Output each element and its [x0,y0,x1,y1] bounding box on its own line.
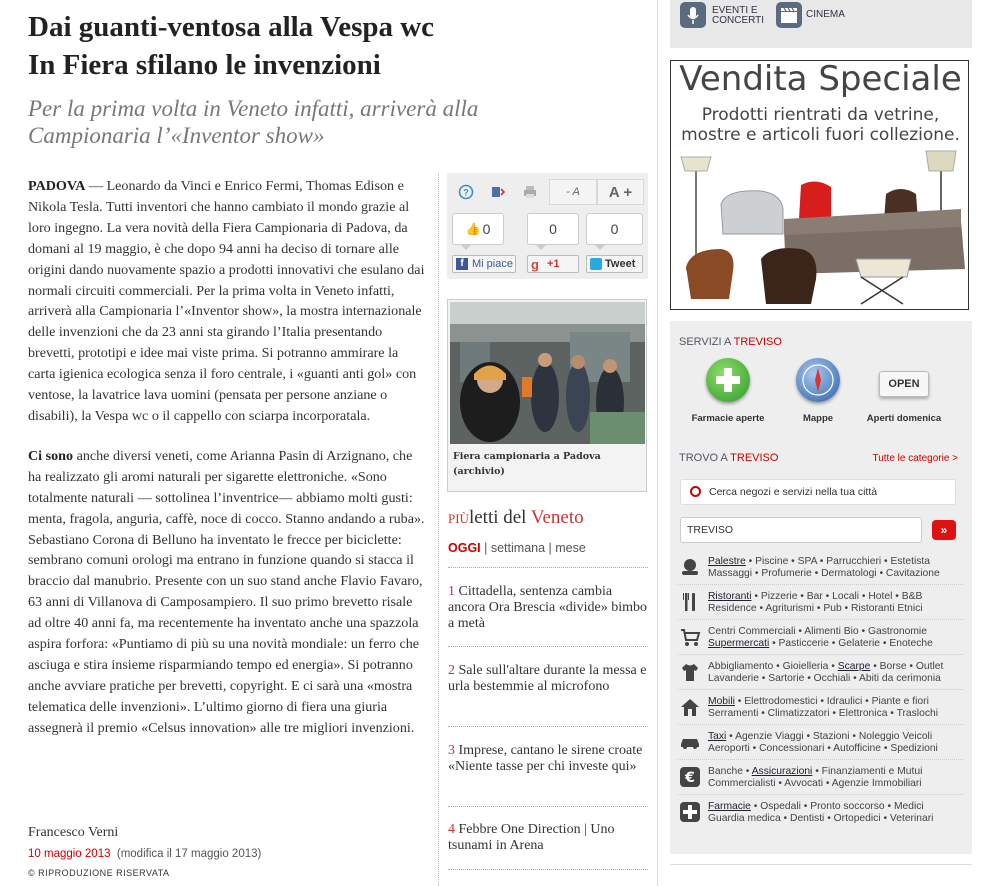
cat-under[interactable]: Scarpe [837,661,871,672]
ad-subtitle [671,105,969,145]
services-panel [670,321,972,442]
modified-date: (modifica il 17 maggio 2013) [116,848,262,860]
title-line-2: In Fiera sfilano le invenzioni [28,49,381,81]
title-line-1: Dai guanti-ventosa alla Vespa wc [28,11,435,43]
cat-rest[interactable]: • Pizzerie • Bar • Locali • Hotel • B&B Residence • Agriturismi • Pub • Ristoranti Etnici [708,591,923,614]
most-read-prefix: PIÙ [448,511,469,526]
open-sign-icon[interactable]: OPEN [879,371,929,397]
cat-rest[interactable]: • Finanziamenti e Mutui Commercialisti • Avvocati • Agenzie Immobiliari [708,766,923,789]
tweet-button[interactable] [586,255,643,273]
all-categories-link[interactable]: Tutte le categorie > [872,453,958,464]
furniture-image [671,149,969,310]
most-read-widget [448,507,648,555]
item-number: 3 [448,743,455,758]
item-number: 2 [448,663,455,678]
tshirt-icon [678,660,702,684]
facebook-like-button[interactable] [452,255,516,273]
most-read-item[interactable] [448,822,648,854]
cat-main[interactable]: Banche • [708,766,752,777]
tab-month[interactable]: mese [555,541,586,555]
divider [678,689,963,690]
thumbs-up-icon: 👍 [465,222,481,236]
copyright-notice: © RIPRODUZIONE RISERVATA [28,868,170,878]
category-shopping[interactable] [708,626,963,650]
subtitle-line-1: Per la prima volta in Veneto infatti, arriverà alla [28,96,479,121]
svg-text:?: ? [463,187,469,198]
item-title[interactable]: Sale sull'altare durante la messa e urla bestemmie al microfono [448,663,647,694]
author-name: Francesco Verni [28,825,119,840]
dateline-city: PADOVA [28,178,86,194]
item-title[interactable]: Cittadella, sentenza cambia ancora Ora Brescia «divide» bimbo a metà [448,584,648,631]
spa-icon [678,555,702,579]
services-label: SERVIZI A [679,336,734,348]
divider [448,806,648,807]
gplus-label: +1 [546,258,560,270]
item-title[interactable]: Febbre One Direction | Uno tsunami in Arena [448,822,615,853]
paragraph-2-lead: Ci sono [28,447,74,464]
house-icon [678,695,702,719]
twitter-icon [590,258,602,270]
most-read-heading [448,507,648,529]
divider [678,584,963,585]
directory-search-input[interactable] [680,479,956,505]
article-title [28,8,648,84]
go-button[interactable]: » [932,520,956,540]
divider [448,869,648,870]
cat-rest[interactable]: • Ospedali • Pronto soccorso • Medici Guardia medica • Dentisti • Ortopedici • Veterinari [708,801,934,824]
events-line-2: CONCERTI [712,15,765,26]
divider [678,619,963,620]
nav-cinema[interactable]: CINEMA [806,9,845,20]
gplus-button[interactable] [527,255,579,273]
directory-label: TROVO A [679,452,731,464]
like-count: 0 [482,221,491,237]
column-divider [438,173,439,886]
cat-main[interactable]: Mobili [708,696,735,707]
divider [448,567,648,568]
facebook-like-label: Mi piace [472,258,513,270]
cat-main[interactable]: Centri Commerciali • Alimenti Bio • Gastronomie [708,626,927,637]
publish-date: 10 maggio 2013 [28,848,111,860]
service-pharmacy[interactable]: Farmacie aperte [691,413,765,424]
ad-title: Vendita Speciale [679,60,962,99]
publish-info [28,848,261,860]
category-home[interactable] [708,696,963,720]
city-input[interactable]: TREVISO [680,517,922,543]
divider [678,759,963,760]
print-icon[interactable] [515,179,545,205]
divider [678,724,963,725]
category-food[interactable] [708,591,963,615]
category-fashion[interactable] [708,661,963,685]
cutlery-icon [678,590,702,614]
nav-events[interactable] [712,6,764,26]
most-read-mid: letti del [468,507,531,528]
article-subtitle [28,95,628,149]
tab-week[interactable]: settimana [490,541,546,555]
article-tools [447,173,648,279]
item-number: 1 [448,584,455,599]
cat-main[interactable]: Palestre [708,556,746,567]
ad-line-2: mostre e articoli fuori collezione. [681,125,960,145]
article-body [28,176,428,758]
facebook-icon: f [456,258,468,270]
font-smaller-button[interactable]: - A [549,179,597,205]
ad-banner[interactable] [670,60,969,310]
category-finance[interactable] [708,766,963,790]
paragraph-2 [28,446,428,739]
divider [678,794,963,795]
cat-under[interactable]: Supermercati [708,638,770,649]
divider [448,646,648,647]
cat-rest[interactable]: • Elettrodomestici • Idraulici • Piante e fiori Serramenti • Climatizzatori • Elettronica • Traslochi [708,696,938,719]
tweet-count: 0 [586,213,643,245]
help-icon[interactable] [451,179,481,205]
subtitle-line-2: Campionaria l’«Inventor show» [28,123,325,148]
cat-rest[interactable]: • Pasticcerie • Gelaterie • Enoteche [769,638,933,649]
cat-rest[interactable]: • Borse • Outlet Lavanderie • Sartorie • Occhiali • Abiti da cerimonia [708,661,944,684]
pharmacy-icon[interactable] [706,358,750,402]
search-placeholder: Cerca negozi e servizi nella tua città [709,486,878,498]
divider [670,864,972,865]
euro-icon [678,765,702,789]
cat-main[interactable]: Taxi [708,731,727,742]
most-read-tabs: OGGI | settimana | mese [448,541,586,555]
top-nav [670,0,972,48]
microphone-icon[interactable] [680,2,706,28]
services-city: TREVISO [733,336,782,348]
medical-cross-icon [678,800,702,824]
tab-today[interactable]: OGGI [448,541,481,555]
font-larger-button[interactable]: A + [597,179,644,205]
most-read-item[interactable] [448,584,648,632]
cat-main[interactable]: Ristoranti [708,591,752,602]
svg-text:€: € [685,770,695,786]
clapperboard-icon[interactable] [776,2,802,28]
audio-icon[interactable] [483,179,513,205]
cat-rest[interactable]: • Agenzie Viaggi • Stazioni • Noleggio Veicoli Aeroporti • Concessionari • Autofficine • Spedizioni [708,731,938,754]
paragraph-1 [28,176,428,427]
facebook-count [452,213,504,245]
cat-main[interactable]: Farmacie [708,801,751,812]
gplus-icon: g [531,256,539,272]
tweet-label: Tweet [605,258,636,270]
directory-panel [670,442,972,854]
services-heading [679,336,782,348]
category-wellness[interactable] [708,556,963,580]
car-icon [678,730,702,754]
photo-image[interactable] [450,302,645,444]
category-transport[interactable] [708,731,963,755]
most-read-item[interactable] [448,663,648,695]
gplus-count: 0 [527,213,579,245]
cart-icon [678,625,702,649]
cat-rest[interactable]: • Piscine • SPA • Parrucchieri • Estetista Massaggi • Profumerie • Dermatologi • Cavitazione [708,556,940,579]
compass-icon[interactable] [796,358,840,402]
service-maps[interactable]: Mappe [802,413,834,424]
photo-caption: Fiera campionaria a Padova (archivio) [453,451,601,477]
item-title[interactable]: Imprese, cantano le sirene croate «Niente tasse per chi investe qui» [448,743,643,774]
item-number: 4 [448,822,455,837]
category-health[interactable] [708,801,963,825]
paragraph-1-text: — Leonardo da Vinci e Enrico Fermi, Thomas Edison e Nikola Tesla. Tutti inventori che hanno cambiato il mondo grazie al loro ingegno. La vera novità della Fiera Campionaria di Padova, da domani al 19 maggio, è che dopo 94 anni ha deciso di tornare alle origini dando nuovamente spazio a prodotti innovativi che esulano dai normali circuiti commerciali. Per la prima volta in Veneto infatti, arriverà alla Campionaria l’«Inventor show», la mostra internazionale delle invenzioni che da 23 anni sta girando l’Italia presentando brevetti, prototipi e idee mai viste prima. Si potranno ammirare la carta igienica ecologica senza il foro centrale, i «guanti anti gol» con ventose, la lavatrice lava uomini (pensata per persone anziane o disabili), la Vespa wc o il cappello con sciarpa incorporatala. [28,178,425,424]
service-sunday[interactable]: Aperti domenica [866,413,942,424]
most-read-item[interactable] [448,743,648,775]
cat-under[interactable]: Assicurazioni [751,766,813,777]
paragraph-2-text: anche diversi veneti, come Arianna Pasin di Arzignano, che ha realizzato gli aromi naturali per sigarette elettroniche. «Sono totalmente naturali — sottolinea l’inventrice— abbiamo molti gusti: menta, fragola, anguria, caffè, noce di cocco. Stanno andando a ruba». Sebastiano Corona di Belluno ha inventato le frecce per biciclette: sembrano comuni orologi ma entrano in funzione quando si stacca il braccio dal manubrio. Presente con un suo stand anche Flavio Favaro, 63 anni di Villanova di Camposampiero. Il suo primo brevetto risale ad oltre 40 anni fa, ma recentemente ha inventato anche una spazzola aspira forfora: «Puntiamo di più su una novità mondiale: un ferro che asciuga e stira insieme risparmiando tempo ed energia». Si potranno anche avviare pratiche per brevetti, copyright. E ci sarà una «mostra telematica delle invenzioni». L’ultimo giorno di fiera una giuria assegnerà il premio «Celsus innovation» alle tre migliori invenzioni. [28,447,425,736]
events-line-1: EVENTI E [712,5,758,16]
article-photo[interactable] [447,299,647,492]
most-read-region: Veneto [530,507,584,528]
directory-heading [679,452,778,464]
search-icon [690,486,701,497]
ad-line-1: Prodotti rientrati da vetrine, [701,105,940,125]
directory-city: TREVISO [730,452,779,464]
cat-main[interactable]: Abbigliamento • Gioielleria • [708,661,838,672]
divider [448,726,648,727]
divider [678,654,963,655]
